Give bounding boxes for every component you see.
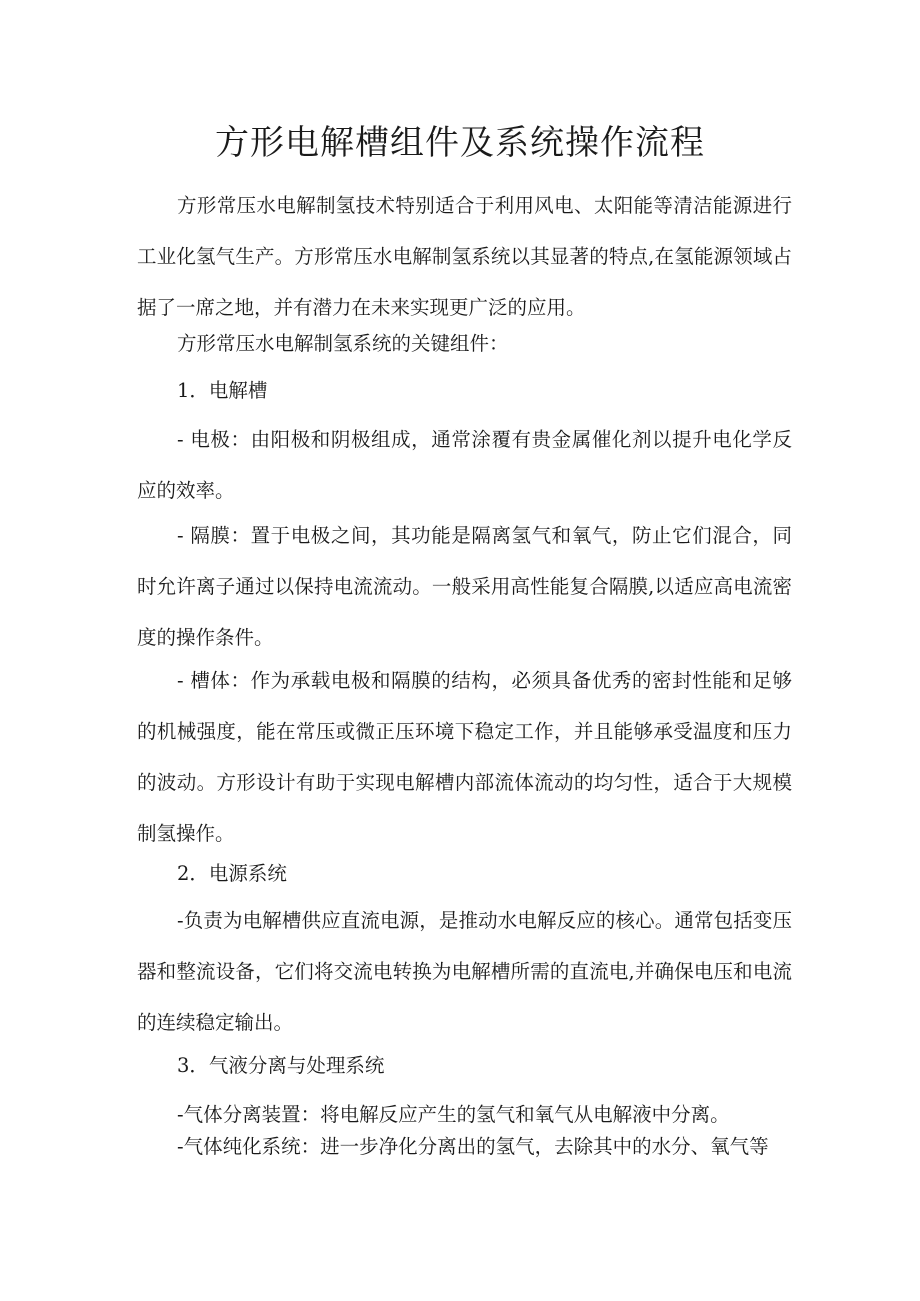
document-title: 方形电解槽组件及系统操作流程 [215, 123, 705, 163]
power-system-paragraph: -负责为电解槽供应直流电源，是推动水电解反应的核心。通常包括变压器和整流设备，它们将交流电转换为电解槽所需的直流电,并确保电压和电流的连续稳定输出。 [137, 909, 792, 1034]
section-1-heading: 1．电解槽 [177, 379, 268, 402]
electrode-paragraph: - 电极：由阳极和阴极组成，通常涂覆有贵金属催化剂以提升电化学反应的效率。 [137, 428, 792, 502]
diaphragm-paragraph: - 隔膜：置于电极之间，其功能是隔离氢气和氧气，防止它们混合，同时允许离子通过以保持电流流动。一般采用高性能复合隔膜,以适应高电流密度的操作条件。 [137, 524, 792, 649]
intro-paragraph: 方形常压水电解制氢技术特别适合于利用风电、太阳能等清洁能源进行工业化氢气生产。方形常压水电解制氢系统以其显著的特点,在氢能源领域占据了一席之地，并有潜力在未来实现更广泛的应用。 [137, 194, 792, 319]
section-2-heading: 2．电源系统 [177, 862, 287, 885]
section-3-heading: 3．气液分离与处理系统 [177, 1054, 385, 1077]
key-components-heading: 方形常压水电解制氢系统的关键组件： [177, 332, 509, 355]
cell-body-paragraph: - 槽体：作为承载电极和隔膜的结构，必须具备优秀的密封性能和足够的机械强度，能在常压或微正压环境下稳定工作，并且能够承受温度和压力的波动。方形设计有助于实现电解槽内部流体流动的均匀性，适合于大规模制氢操作。 [137, 669, 792, 845]
gas-separation-paragraph: -气体分离装置：将电解反应产生的氢气和氧气从电解液中分离。 [177, 1103, 730, 1126]
gas-purification-paragraph: -气体纯化系统：进一步净化分离出的氢气，去除其中的水分、氧气等 [177, 1135, 769, 1158]
